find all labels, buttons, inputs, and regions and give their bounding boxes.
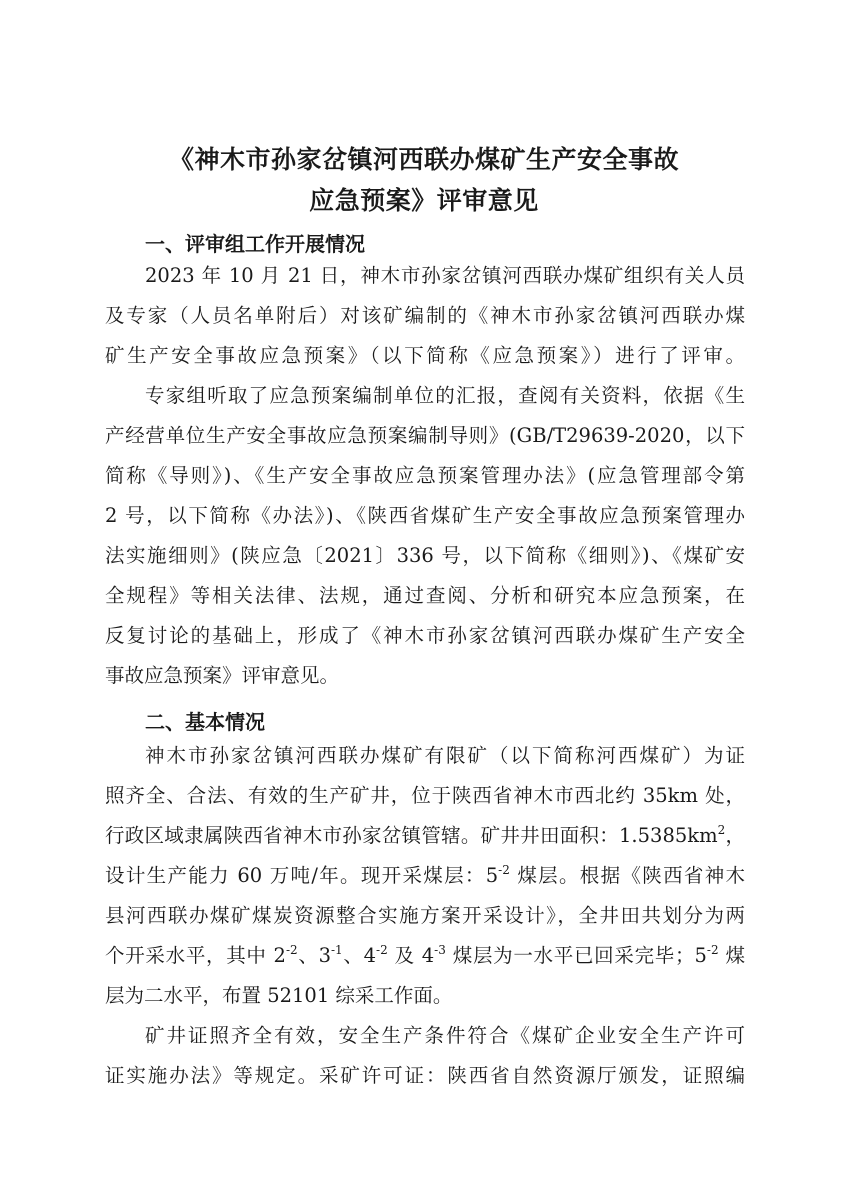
section-2-para-1-line: 层为二水平，布置 52101 综采工作面。 [105,984,453,1007]
section-2-para-1-line: 照齐全、合法、有效的生产矿井，位于陕西省神木市西北约 35km 处， [105,784,745,807]
section-2-para-1-line: 县河西联办煤矿煤炭资源整合实施方案开采设计》，全井田共划分为两 [105,904,745,927]
section-1-para-2-line: 专家组听取了应急预案编制单位的汇报，查阅有关资料，依据《生 [145,384,745,407]
section-1-para-1-line: 矿生产安全事故应急预案》（以下简称《应急预案》）进行了评审。 [105,344,745,367]
document-title-line-1: 《神木市孙家岔镇河西联办煤矿生产安全事故 [168,145,679,174]
section-1-para-1-line: 2023 年 10 月 21 日，神木市孙家岔镇河西联办煤矿组织有关人员 [145,264,745,287]
section-1-para-2-line: 2 号，以下简称《办法》)、《陕西省煤矿生产安全事故应急预案管理办 [105,504,745,527]
section-1-para-2-line: 事故应急预案》评审意见。 [105,664,340,687]
section-1-para-2-line: 全规程》等相关法律、法规，通过查阅、分析和研究本应急预案，在 [105,584,745,607]
section-2-para-2-line: 矿井证照齐全有效，安全生产条件符合《煤矿企业安全生产许可 [145,1024,745,1047]
section-2-para-1-line: 个开采水平，其中 $2^{-2}$、$3^{-1}$、$4^{-2}$ 及 $4^{-3}$ 煤层为一水平已回采完毕；$5^{-2}$ 煤 [105,943,746,967]
section-1-para-1-line: 及专家（人员名单附后）对该矿编制的《神木市孙家岔镇河西联办煤 [105,304,745,327]
section-1-para-2-line: 产经营单位生产安全事故应急预案编制导则》(GB/T29639-2020，以下 [105,424,745,447]
document-title-line-2: 应急预案》评审意见 [309,186,539,215]
section-1-para-2-line: 法实施细则》(陕应急〔2021〕336 号，以下简称《细则》)、《煤矿安 [105,544,745,567]
section-1-para-2-line: 反复讨论的基础上，形成了《神木市孙家岔镇河西联办煤矿生产安全 [105,624,745,647]
section-2-heading: 二、基本情况 [145,710,265,734]
section-2-para-1-line: 行政区域隶属陕西省神木市孙家岔镇管辖。矿井井田面积：$1.5385km^2$， [105,823,745,847]
section-2-para-1-line: 设计生产能力 60 万吨/年。现开采煤层：$5^{-2}$ 煤层。根据《陕西省神木 [105,863,746,887]
section-2-para-2-line: 证实施办法》等规定。采矿许可证：陕西省自然资源厅颁发，证照编 [105,1064,745,1087]
section-1-para-2-line: 简称《导则》)、《生产安全事故应急预案管理办法》(应急管理部令第 [105,464,745,487]
section-2-para-1-line: 神木市孙家岔镇河西联办煤矿有限矿（以下简称河西煤矿）为证 [145,744,745,767]
section-1-heading: 一、评审组工作开展情况 [145,232,365,256]
